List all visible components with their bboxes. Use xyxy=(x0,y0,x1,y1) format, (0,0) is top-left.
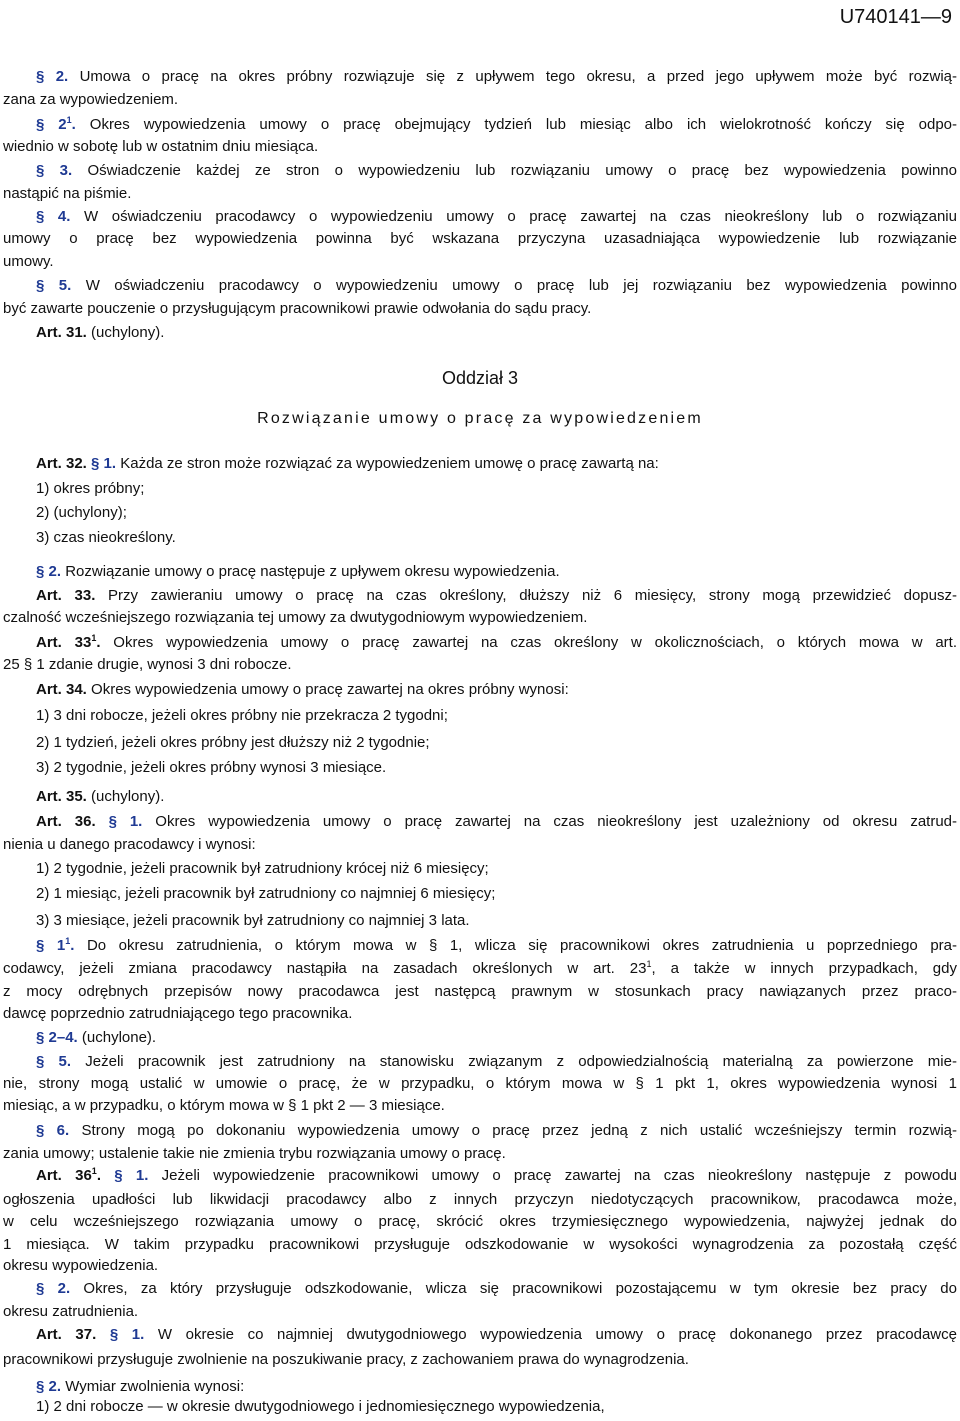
text-line: Art. 36. § 1. Okres wypowiedzenia umowy o pracę zawartej na czas nieokreślony jest uzależniony od okresu zatrud- xyxy=(36,813,957,830)
text-line: miesiąc, a w przypadku, o którym mowa w § 1 pkt 2 — 3 miesiące. xyxy=(3,1097,445,1114)
text-line: § 2. Wymiar zwolnienia wynosi: xyxy=(36,1378,245,1395)
text-line: 3) czas nieokreślony. xyxy=(36,529,176,546)
text-line: 2) (uchylony); xyxy=(36,504,127,521)
section-title: Oddział 3 xyxy=(441,368,519,388)
text-line: § 6. Strony mogą po dokonaniu wypowiedzenia umowy o pracę przez jedną z nich ustalić wcześniejszy termin rozwią- xyxy=(36,1122,957,1139)
text-line: Art. 34. Okres wypowiedzenia umowy o pracę zawartej na okres próbny wynosi: xyxy=(36,681,569,698)
text-line: z mocy odrębnych przepisów nowy pracodawca jest następcą prawnym w stosunkach pracy nawiązanych przez praco- xyxy=(3,983,957,1000)
text-line: § 3. Oświadczenie każdej ze stron o wypowiedzeniu lub rozwiązaniu umowy o pracę bez wypowiedzenia powinno xyxy=(36,162,957,179)
text-line: 3) 3 miesiące, jeżeli pracownik był zatrudniony co najmniej 3 lata. xyxy=(36,912,470,929)
text-line: Art. 37. § 1. W okresie co najmniej dwutygodniowego wypowiedzenia umowy o pracę dokonanego przez pracodawcę xyxy=(36,1326,957,1343)
text-line: umowy o pracę bez wypowiedzenia powinna być wskazana przyczyna uzasadniająca wypowiedzenie lub rozwiązanie xyxy=(3,230,957,247)
text-line: zana za wypowiedzeniem. xyxy=(3,91,179,108)
text-line: ogłoszenia upadłości lub likwidacji pracodawcy albo z innych przyczyn niedotyczących pracownikow, pracodawca może, xyxy=(3,1191,957,1208)
text-line: Art. 31. (uchylony). xyxy=(36,324,165,341)
text-line: § 4. W oświadczeniu pracodawcy o wypowiedzeniu umowy o pracę zawartej na czas nieokreślony lub o rozwiązaniu xyxy=(36,208,957,225)
text-line: być zawarte pouczenie o przysługującym pracownikowi prawie odwołania do sądu pracy. xyxy=(3,300,592,317)
text-line: § 2. Rozwiązanie umowy o pracę następuje z upływem okresu wypowiedzenia. xyxy=(36,563,560,580)
section-subtitle: Rozwiązanie umowy o pracę za wypowiedzeniem xyxy=(257,410,703,427)
text-line: 3) 2 tygodnie, jeżeli okres próbny wynosi 3 miesiące. xyxy=(36,759,387,776)
text-line: wiednio w sobotę lub w ostatnim dniu miesiąca. xyxy=(3,138,319,155)
text-line: zania umowy; ustalenie takie nie zmienia trybu rozwiązania umowy o pracę. xyxy=(3,1145,506,1162)
text-line: nastąpić na piśmie. xyxy=(3,185,132,202)
text-line: § $1^1$. Do okresu zatrudnienia, o którym mowa w § 1, wlicza się pracownikowi okres zatrudnienia u poprzedniego pra- xyxy=(36,936,957,954)
text-line: Art. $36^1$. § 1. Jeżeli wypowiedzenie pracownikowi umowy o pracę zawartej na czas nieokreślony następuje z powodu xyxy=(36,1166,958,1184)
text-line: nie, strony mogą ustalić w umowie o pracę, że w przypadku, o którym mowa w § 1 pkt 1, okres wypowiedzenia wynosi 1 xyxy=(3,1075,957,1092)
text-line: § 5. W oświadczeniu pracodawcy o wypowiedzeniu umowy o pracę lub jej rozwiązaniu bez wypowiedzenia powinno xyxy=(36,277,957,294)
text-line: § 5. Jeżeli pracownik jest zatrudniony na stanowisku związanym z odpowiedzialnością materialną za powierzone mie- xyxy=(36,1053,957,1070)
text-line: Art. 32. § 1. Każda ze stron może rozwiązać za wypowiedzeniem umowę o pracę zawartą na: xyxy=(36,455,659,472)
text-line: pracownikowi przysługuje zwolnienie na poszukiwanie pracy, z zachowaniem prawa do wynagrodzenia. xyxy=(3,1351,689,1368)
text-line: 1) 3 dni robocze, jeżeli okres próbny nie przekracza 2 tygodni; xyxy=(36,707,448,724)
text-line: Art. $33^1$. Okres wypowiedzenia umowy o pracę zawartej na czas określony w okolicznościach, o których mowa w art. xyxy=(36,633,958,651)
text-line: dawcę poprzednio zatrudniającego tego pracownika. xyxy=(3,1005,353,1022)
text-line: 2) 1 tydzień, jeżeli okres próbny jest dłuższy niż 2 tygodnie; xyxy=(36,734,430,751)
text-line: 25 § 1 zdanie drugie, wynosi 3 dni robocze. xyxy=(3,656,292,673)
text-line: codawcy, jeżeli zmiana pracodawcy nastąpiła na zasadach określonych w art. $23^1$, a także w innych przypadkach, gdy xyxy=(3,959,957,977)
text-line: okresu wypowiedzenia. xyxy=(3,1257,159,1274)
text-line: Art. 33. Przy zawieraniu umowy o pracę na czas określony, dłuższy niż 6 miesięcy, strony mogą przewidzieć dopusz- xyxy=(36,587,957,604)
page-header-label: U740141—9 xyxy=(839,6,952,28)
text-line: Art. 35. (uchylony). xyxy=(36,788,165,805)
text-line: czalność wcześniejszego rozwiązania tej umowy za dwutygodniowym wypowiedzeniem. xyxy=(3,609,588,626)
text-line: 1) 2 tygodnie, jeżeli pracownik był zatrudniony krócej niż 6 miesięcy; xyxy=(36,860,489,877)
text-line: 1 miesiąca. W takim przypadku pracownikowi przysługuje odszkodowanie w wysokości wynagrodzenia za pozostałą część xyxy=(3,1236,957,1253)
text-line: § $2^1$. Okres wypowiedzenia umowy o pracę obejmujący tydzień lub miesiąc albo ich wielokrotność kończy się odpo- xyxy=(36,115,957,133)
text-line: 1) 2 dni robocze — w okresie dwutygodniowego i jednomiesięcznego wypowiedzenia, xyxy=(36,1398,605,1415)
text-line: w celu wcześniejszego rozwiązania umowy o pracę, skrócić okres trzymiesięcznego wypowiedzenia, najwyżej jednak do xyxy=(3,1213,957,1230)
text-line: umowy. xyxy=(3,253,54,270)
text-line: okresu zatrudnienia. xyxy=(3,1303,139,1320)
text-line: 2) 1 miesiąc, jeżeli pracownik był zatrudniony co najmniej 6 miesięcy; xyxy=(36,885,496,902)
text-line: § 2–4. (uchylone). xyxy=(36,1029,157,1046)
text-line: nienia u danego pracodawcy i wynosi: xyxy=(3,836,256,853)
text-line: § 2. Okres, za który przysługuje odszkodowanie, wlicza się pracownikowi pozostającemu w tym okresie bez pracy do xyxy=(36,1280,957,1297)
text-line: 1) okres próbny; xyxy=(36,480,145,497)
text-line: § 2. Umowa o pracę na okres próbny rozwiązuje się z upływem tego okresu, a przed jego upływem może być rozwią- xyxy=(36,68,957,85)
